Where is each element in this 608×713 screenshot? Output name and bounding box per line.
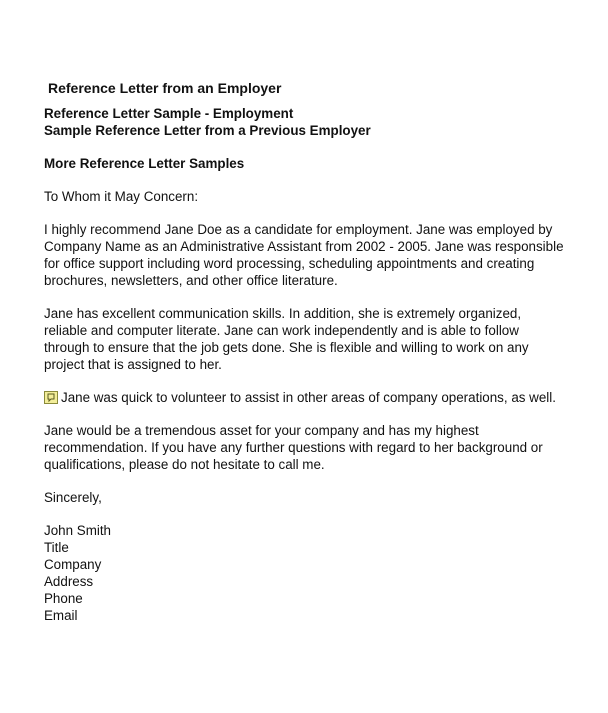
subtitle-previous-employer: Sample Reference Letter from a Previous Employer: [44, 122, 371, 138]
signature-address: Address: [44, 574, 94, 589]
more-samples-heading[interactable]: More Reference Letter Samples: [44, 156, 245, 171]
greeting: To Whom it May Concern:: [44, 189, 199, 204]
signature-name: John Smith: [44, 523, 111, 538]
closing: Sincerely,: [44, 490, 102, 505]
subtitle-employment: Reference Letter Sample - Employment: [44, 106, 294, 121]
paragraph-volunteer: [44, 389, 584, 406]
signature-email: Email: [44, 608, 78, 623]
document-title: Reference Letter from an Employer: [48, 80, 282, 96]
paragraph-line: qualifications, please do not hesitate to call me.: [44, 457, 325, 472]
signature-company: Company: [44, 557, 102, 572]
paragraph-recommendation: [44, 221, 584, 289]
paragraph-line: through to ensure that the job gets done. She is flexible and willing to work on any: [44, 340, 529, 355]
paragraph-skills: [44, 305, 584, 373]
paragraph-line: project that is assigned to her.: [44, 357, 222, 372]
signature-block: [44, 522, 584, 624]
paragraph-volunteer-text: Jane was quick to volunteer to assist in other areas of company operations, as well.: [61, 390, 556, 405]
paragraph-line: recommendation. If you have any further questions with regard to her background or: [44, 440, 543, 455]
paragraph-line: Company Name as an Administrative Assistant from 2002 - 2005. Jane was responsible: [44, 239, 564, 254]
signature-title: Title: [44, 540, 69, 555]
paragraph-asset: [44, 422, 584, 473]
paragraph-line: Jane would be a tremendous asset for your company and has my highest: [44, 423, 479, 438]
signature-phone: Phone: [44, 591, 83, 606]
paragraph-line: brochures, newsletters, and other office literature.: [44, 273, 338, 288]
paragraph-line: I highly recommend Jane Doe as a candidate for employment. Jane was employed by: [44, 222, 553, 237]
paragraph-line: reliable and computer literate. Jane can work independently and is able to follow: [44, 323, 519, 338]
letter-body: [44, 79, 584, 624]
paragraph-line: Jane has excellent communication skills. In addition, she is extremely organized,: [44, 306, 522, 321]
comment-marker-icon[interactable]: [44, 391, 58, 404]
paragraph-line: for office support including word processing, scheduling appointments and creating: [44, 256, 535, 271]
